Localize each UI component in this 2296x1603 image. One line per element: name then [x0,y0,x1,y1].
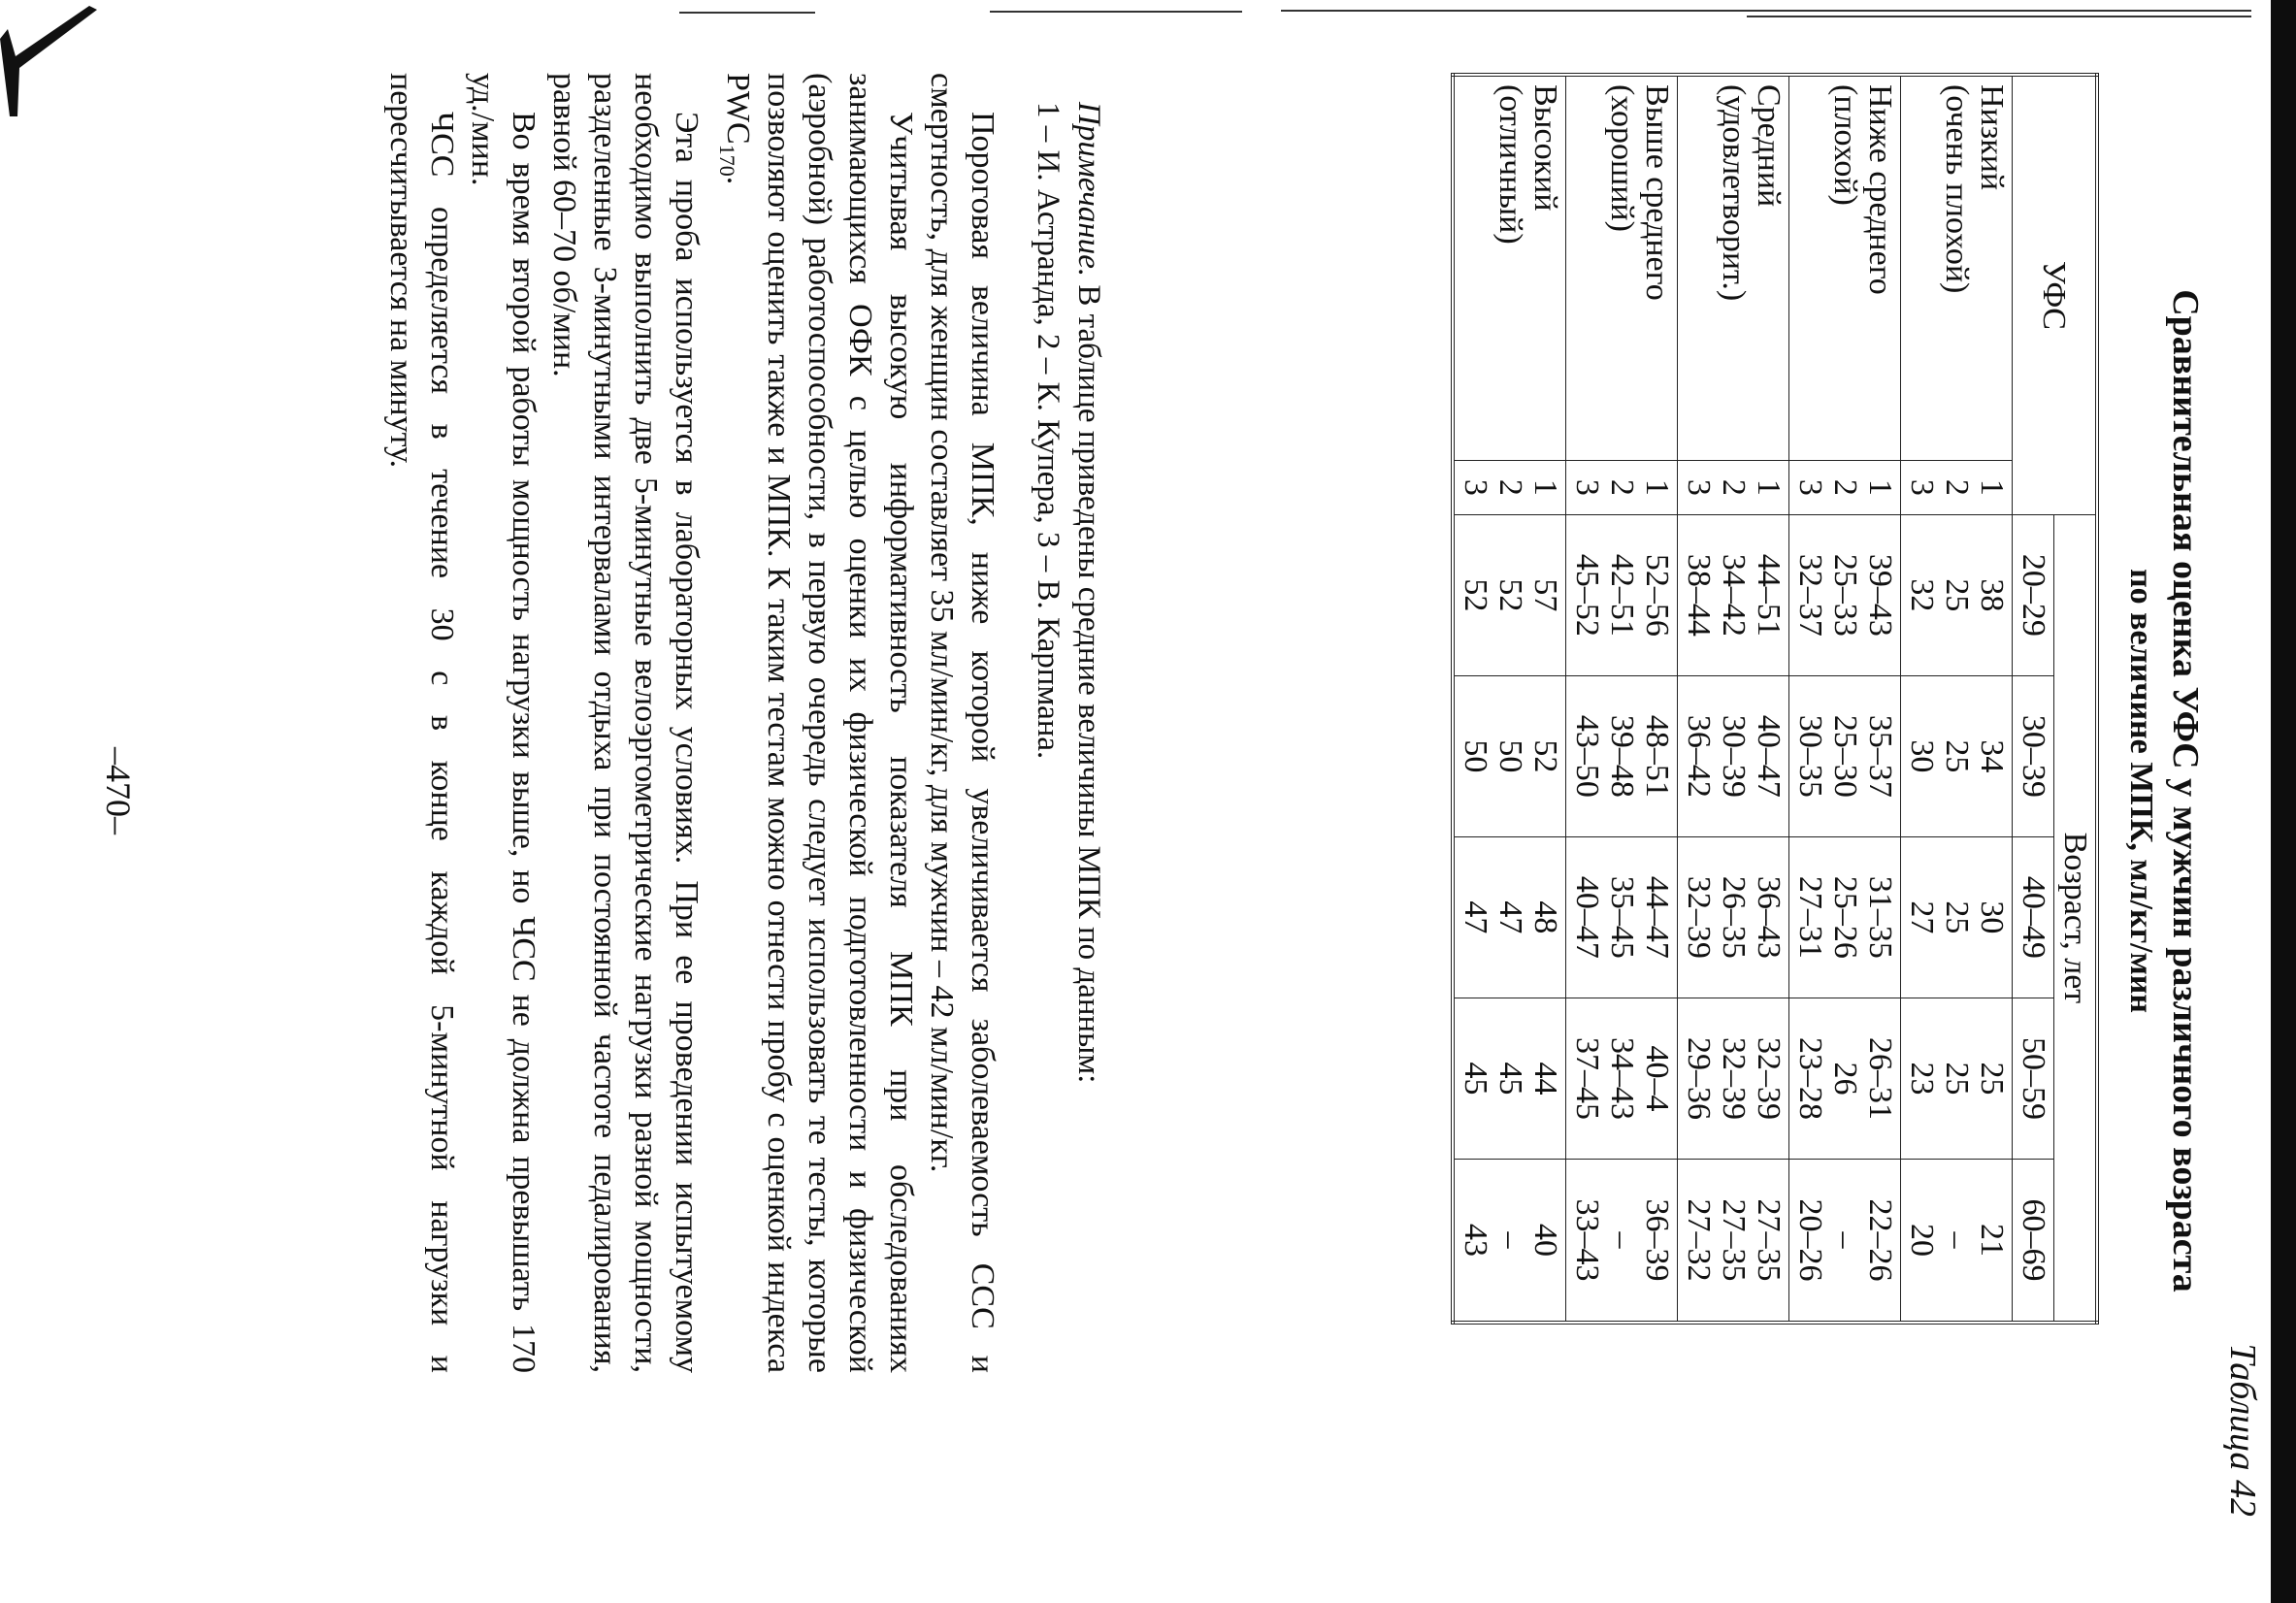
table-row [1901,75,2013,1323]
paragraph: Пороговая величина МПК, ниже которой увеличивается заболеваемость ССС и смертность, для женщин составляет 35 мл/мин/кг, для мужчин – 42 мл/мин/кг. [924,73,1000,1373]
source-num: 1 [1974,478,2010,496]
value: 25 [1939,900,1975,934]
source-num-cell [1566,460,1678,514]
table-caption: Таблица 42 [2222,1343,2263,1517]
value: 27–32 [1681,1198,1717,1282]
value: 48–51 [1639,714,1675,798]
value-cell [1566,998,1678,1159]
value-cell [1453,675,1566,836]
value-cell [1453,836,1566,998]
value: 22–26 [1862,1198,1898,1282]
value-cell [1789,836,1901,998]
source-num: 3 [1792,478,1828,496]
level-rating: (удовлетворит.) [1716,84,1752,302]
value: 52 [1492,578,1528,612]
value: 25 [1939,1062,1975,1096]
source-num: 3 [1569,478,1605,496]
value-cell [1789,675,1901,836]
value: 40–47 [1751,714,1787,798]
value-cell [1566,836,1678,998]
value: 52 [1527,739,1563,773]
table-title [2118,15,2208,1567]
rotated-page [32,15,2283,1567]
source-num: 2 [1939,478,1975,496]
table-header-row-1 [2054,75,2098,1323]
value: 52 [1458,578,1493,612]
source-num: 2 [1716,478,1752,496]
value-cell [1453,514,1566,675]
value: – [1492,1231,1528,1249]
value: 26–31 [1862,1036,1898,1120]
value: 25–30 [1827,714,1863,798]
value: 25–33 [1827,553,1863,637]
source-num: 2 [1604,478,1640,496]
value: – [1939,1231,1975,1249]
value-cell [1566,675,1678,836]
value: 27–31 [1792,875,1828,959]
value-cell [1678,514,1789,675]
paragraph-text: Учитывая высокую информативность показателя МПК при обследованиях занимающихся ОФК с целью оценки их физической подготовленности и физической (аэробной) работоспособности, в первую очередь следует использовать те тесты, которые позволяют оценить также и МПК. К таким тестам можно отнести пробу с оценкой индекса PWC [720,73,919,1373]
value: 21 [1974,1223,2010,1257]
value-cell [1789,514,1901,675]
header-age: 50–59 [2013,998,2054,1159]
value: 36–42 [1681,714,1717,798]
value-cell [1678,836,1789,998]
table-note [1028,102,1109,1363]
table-body [1453,75,2013,1323]
value-cell [1789,1159,1901,1323]
source-num: 2 [1492,478,1528,496]
value: 35–37 [1862,714,1898,798]
value: 38 [1974,578,2010,612]
paragraph-end: . [720,176,756,185]
source-num: 1 [1527,478,1563,496]
table-row [1566,75,1678,1323]
source-num-cell [1453,460,1566,514]
value: 36–43 [1751,875,1787,959]
paragraph: Эта проба используется в лабораторных условиях. При ее проведении испытуемому необходимо выполнить две 5-минутные велоэргометрические нагрузки разной мощности, разделенные 3-минутными интервалами отдыха при постоянной частоте педалирования, равной 60–70 об/мин. [546,73,705,1373]
value: 40–47 [1569,875,1605,959]
table-row [1789,75,1901,1323]
level-rating: (плохой) [1827,84,1863,206]
value-cell [1678,1159,1789,1323]
value: 25 [1974,1062,2010,1096]
level-label: Низкий [1974,84,2010,191]
value: 40–4 [1639,1045,1675,1112]
level-label: Ниже среднего [1862,84,1898,295]
value: 48 [1527,900,1563,934]
value: 34–43 [1604,1036,1640,1120]
value: 30 [1904,739,1940,773]
level-rating: (хороший) [1604,84,1640,232]
source-num: 3 [1681,478,1717,496]
level-rating: (отличный) [1492,84,1528,245]
value-cell [1901,675,2013,836]
value: 39–43 [1862,553,1898,637]
header-age: 20–29 [2013,514,2054,675]
paragraph: Во время второй работы мощность нагрузки выше, но ЧСС не должна превышать 170 уд./мин. [465,73,542,1373]
pwc-subscript: 170 [715,144,740,177]
level-rating: (очень плохой) [1939,84,1975,294]
source-num: 3 [1458,478,1493,496]
source-num: 1 [1639,478,1675,496]
value: 47 [1492,900,1528,934]
table-row [1453,75,1566,1323]
source-num: 1 [1751,478,1787,496]
value: 45 [1458,1062,1493,1096]
vo2max-table [1451,73,2099,1325]
value: 50 [1458,739,1493,773]
value: 47 [1458,900,1493,934]
value: – [1604,1231,1640,1249]
level-cell [1789,75,1901,460]
level-label: Средний [1751,84,1787,208]
value: 32–39 [1681,875,1717,959]
value: 45 [1492,1062,1528,1096]
value: 44–47 [1639,875,1675,959]
value: 38–44 [1681,553,1717,637]
value: 36–39 [1639,1198,1675,1282]
header-age-group: Возраст, лет [2054,514,2098,1323]
source-num: 3 [1904,478,1940,496]
paragraph [706,73,921,1373]
source-num-cell [1901,460,2013,514]
value: 33–43 [1569,1198,1605,1282]
source-num-cell [1789,460,1901,514]
table-title-sub: по величине МПК, мл/кг/мин [2123,569,2159,1013]
value: 31–35 [1862,875,1898,959]
note-line-1 [1068,102,1109,1363]
level-cell [1453,75,1566,460]
value: 32–39 [1716,1036,1752,1120]
value: 30–39 [1716,714,1752,798]
value: 23 [1904,1062,1940,1096]
value: 43–50 [1569,714,1605,798]
value: 37–45 [1569,1036,1605,1120]
value: 44–51 [1751,553,1787,637]
value-cell [1678,998,1789,1159]
value: 52–56 [1639,553,1675,637]
value: 25–26 [1827,875,1863,959]
source-num-cell [1678,460,1789,514]
level-cell [1678,75,1789,460]
value: 20–26 [1792,1198,1828,1282]
value: 32 [1904,578,1940,612]
value-cell [1566,514,1678,675]
value: 26–35 [1716,875,1752,959]
header-age: 60–69 [2013,1159,2054,1323]
table-row [1678,75,1789,1323]
header-age: 40–49 [2013,836,2054,998]
source-num: 2 [1827,478,1863,496]
value-cell [1901,514,2013,675]
value: 40 [1527,1223,1563,1257]
value: 20 [1904,1223,1940,1257]
value: 43 [1458,1223,1493,1257]
value: 32–39 [1751,1036,1787,1120]
page-number: –470– [99,747,138,834]
value: 30 [1974,900,2010,934]
value: 32–37 [1792,553,1828,637]
value-cell [1901,836,2013,998]
value: 57 [1527,578,1563,612]
table-title-main: Сравнительная оценка УФС у мужчин различного возраста [2165,289,2206,1292]
body-text [380,73,1002,1373]
value-cell [1453,1159,1566,1323]
value: – [1827,1231,1863,1249]
note-label: Примечание. [1071,102,1106,278]
value: 39–48 [1604,714,1640,798]
value: 44 [1527,1062,1563,1096]
value: 50 [1492,739,1528,773]
value-cell [1453,998,1566,1159]
header-age: 30–39 [2013,675,2054,836]
value: 42–51 [1604,553,1640,637]
level-cell [1901,75,2013,460]
value: 25 [1939,739,1975,773]
value-cell [1566,1159,1678,1323]
value: 35–45 [1604,875,1640,959]
value: 23–28 [1792,1036,1828,1120]
level-cell [1566,75,1678,460]
level-label: Выше среднего [1639,84,1675,301]
source-num: 1 [1862,478,1898,496]
header-ufs: УФС [2013,75,2098,514]
value: 34–42 [1716,553,1752,637]
value: 25 [1939,578,1975,612]
value: 27 [1904,900,1940,934]
value: 26 [1827,1062,1863,1096]
value-cell [1901,998,2013,1159]
value: 29–36 [1681,1036,1717,1120]
value: 34 [1974,739,2010,773]
value: 27–35 [1716,1198,1752,1282]
value: 27–35 [1751,1198,1787,1282]
note-line-2: 1 – И. Астранда, 2 – К. Купера, 3 – В. Карпмана. [1031,102,1066,760]
value-cell [1678,675,1789,836]
value-cell [1901,1159,2013,1323]
paragraph: ЧСС определяется в течение 30 с в конце каждой 5-минутной нагрузки и пересчитывается на минуту. [383,73,461,1373]
level-label: Высокий [1527,84,1563,212]
value: 30–35 [1792,714,1828,798]
value-cell [1789,998,1901,1159]
note-text: В таблице приведены средние величины МПК по данным: [1071,277,1106,1084]
value: 45–52 [1569,553,1605,637]
